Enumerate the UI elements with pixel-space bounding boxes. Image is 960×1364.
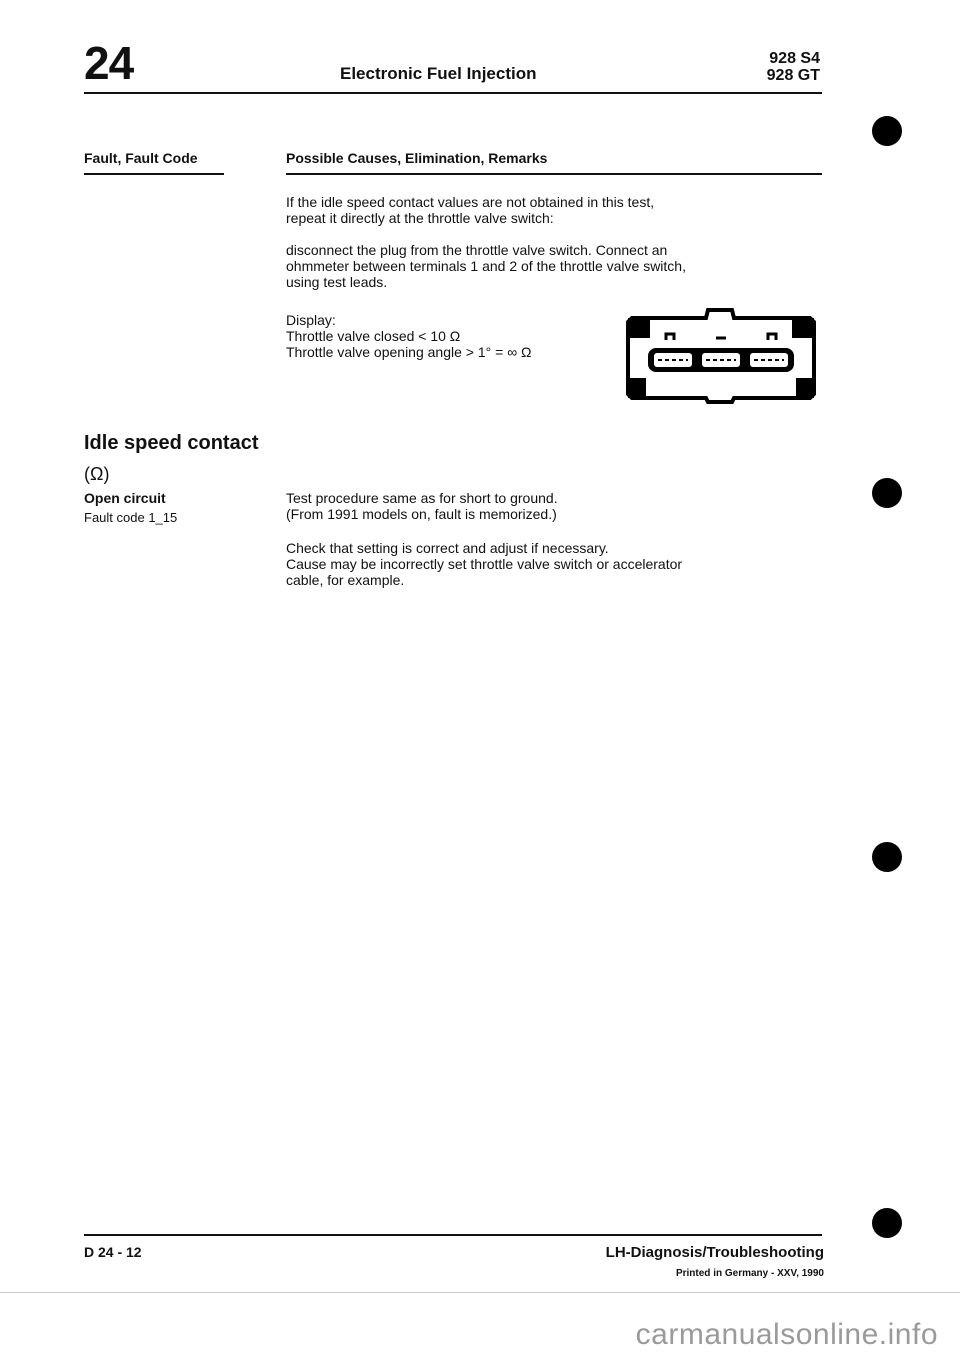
binder-hole (872, 1208, 902, 1238)
text-line: If the idle speed contact values are not obtained in this test, (286, 194, 655, 210)
display-label: Display: (286, 312, 336, 328)
watermark: carmanualsonline.info (635, 1318, 938, 1351)
paragraph-check-setting (286, 540, 806, 588)
text-line: using test leads. (286, 274, 388, 290)
fault-code: Fault code 1_15 (84, 510, 178, 525)
footer-rule (84, 1234, 822, 1236)
fault-unit: (Ω) (84, 464, 110, 484)
binder-hole (872, 116, 902, 146)
text-line: Test procedure same as for short to ground. (286, 490, 558, 506)
header-rule (84, 92, 822, 94)
paragraph-test-procedure (286, 490, 806, 522)
fault-column-heading: Fault, Fault Code (84, 150, 198, 166)
scan-edge-line (0, 1292, 960, 1293)
model-list (767, 50, 820, 84)
fault-column-rule (84, 173, 224, 175)
page-code: D 24 - 12 (84, 1244, 142, 1260)
display-open: Throttle valve opening angle > 1° = ∞ Ω (286, 344, 532, 360)
page-title: Electronic Fuel Injection (340, 64, 537, 83)
fault-title: Idle speed contact (84, 432, 259, 454)
manual-name: LH-Diagnosis/Troubleshooting (605, 1244, 824, 1261)
remarks-column-heading: Possible Causes, Elimination, Remarks (286, 150, 548, 166)
remarks-column-rule (286, 173, 822, 175)
print-info: Printed in Germany - XXV, 1990 (675, 1268, 824, 1279)
model-s4: 928 S4 (769, 50, 820, 67)
binder-hole (872, 842, 902, 872)
binder-hole (872, 478, 902, 508)
paragraph-disconnect (286, 242, 806, 290)
display-values (286, 312, 532, 360)
paragraph-intro (286, 194, 806, 226)
display-closed: Throttle valve closed < 10 Ω (286, 328, 461, 344)
text-line: ohmmeter between terminals 1 and 2 of the throttle valve switch, (286, 258, 686, 274)
text-line: repeat it directly at the throttle valve switch: (286, 210, 554, 226)
model-gt: 928 GT (766, 67, 820, 84)
section-number: 24 (84, 37, 134, 89)
connector-diagram (618, 308, 824, 404)
text-line: Check that setting is correct and adjust if necessary. (286, 540, 609, 556)
text-line: cable, for example. (286, 572, 405, 588)
text-line: (From 1991 models on, fault is memorized.) (286, 506, 557, 522)
text-line: disconnect the plug from the throttle valve switch. Connect an (286, 242, 668, 258)
fault-subtitle: Open circuit (84, 490, 166, 506)
text-line: Cause may be incorrectly set throttle valve switch or accelerator (286, 556, 683, 572)
